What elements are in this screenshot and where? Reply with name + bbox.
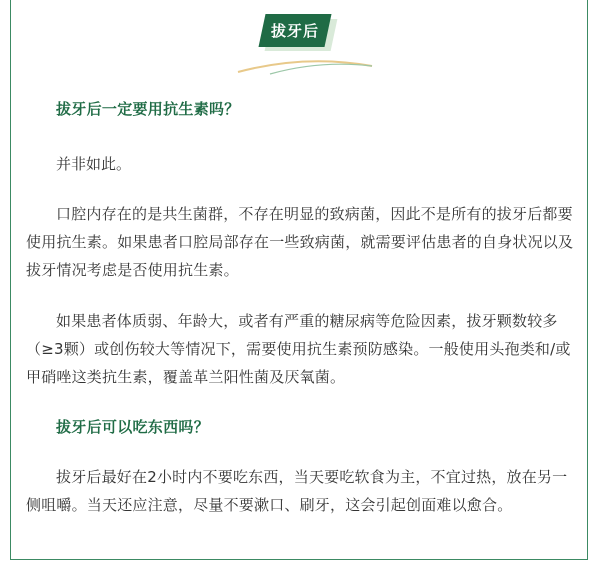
answer-paragraph-1: 并非如此。 bbox=[56, 155, 132, 173]
answer-paragraph-4-text: 拔牙后最好在2小时内不要吃东西，当天要吃软食为主，不宜过热，放在另一侧咀嚼。当天还应注意，尽量不要漱口、刷牙，这会引起创面难以愈合。 bbox=[26, 468, 568, 514]
answer-paragraph-2 bbox=[26, 200, 576, 284]
answer-paragraph-3 bbox=[26, 307, 576, 391]
question-heading-2: 拔牙后可以吃东西吗？ bbox=[56, 418, 210, 436]
answer-paragraph-3-text: 如果患者体质弱、年龄大，或者有严重的糖尿病等危险因素，拔牙颗数较多（≥3颗）或创伤较大等情况下，需要使用抗生素预防感染。一般使用头孢类和/或甲硝唑这类抗生素，覆盖革兰阳性菌及厌氧菌。 bbox=[26, 312, 571, 386]
answer-paragraph-2-text: 口腔内存在的是共生菌群，不存在明显的致病菌，因此不是所有的拔牙后都要使用抗生素。如果患者口腔局部存在一些致病菌，就需要评估患者的自身状况以及拔牙情况考虑是否使用抗生素。 bbox=[26, 205, 574, 279]
section-header-badge bbox=[262, 14, 334, 50]
question-heading-1: 拔牙后一定要用抗生素吗？ bbox=[56, 100, 240, 118]
badge-title: 拔牙后 bbox=[270, 22, 319, 40]
badge-main bbox=[258, 14, 331, 47]
decorative-arc bbox=[230, 52, 380, 76]
answer-paragraph-4 bbox=[26, 463, 576, 519]
